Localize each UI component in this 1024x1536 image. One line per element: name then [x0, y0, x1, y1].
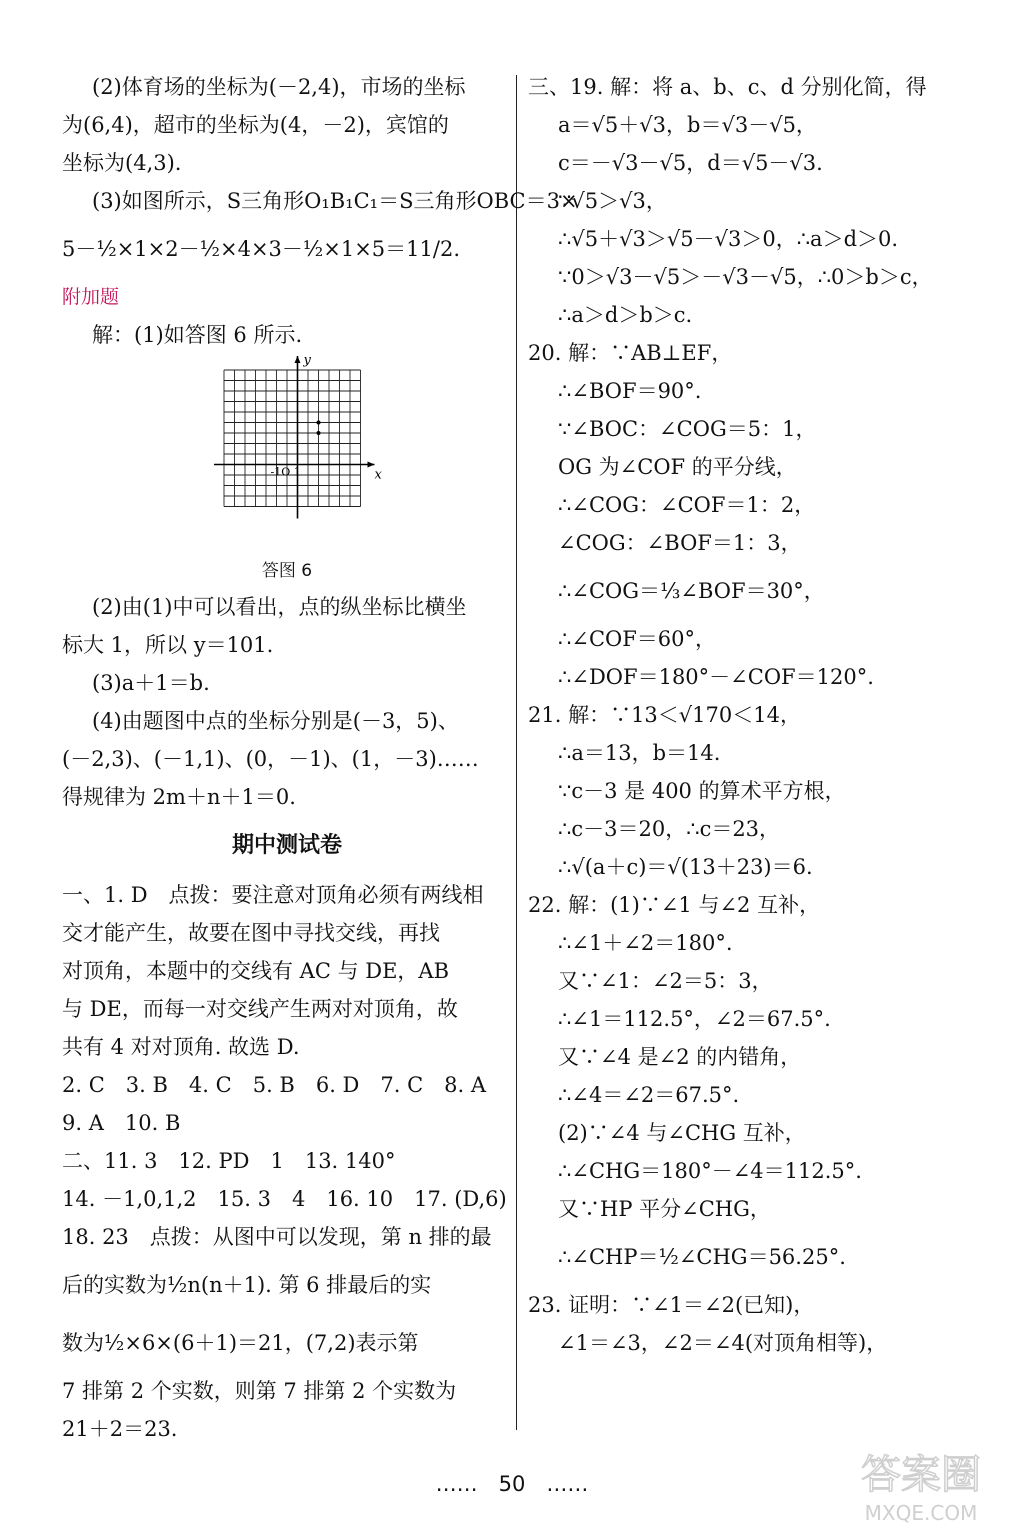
y-axis-arrow	[295, 356, 301, 363]
column-divider	[516, 75, 517, 1430]
text-line: 21. 解：∵13＜√170＜14，	[528, 703, 801, 727]
text-line: c＝－√3－√5，d＝√5－√3.	[558, 151, 823, 175]
text-line: 二、11. 3 12. PD 1 13. 140°	[62, 1149, 396, 1173]
figure-container	[62, 354, 512, 554]
plot-point	[317, 431, 321, 435]
text-line: ∴∠CHP＝½∠CHG＝56.25°.	[558, 1245, 846, 1269]
section-title: 期中测试卷	[231, 833, 342, 858]
text-line: ∴∠COG＝⅓∠BOF＝30°，	[558, 579, 825, 603]
text-line: (2)由(1)中可以看出，点的纵坐标比横坐	[92, 595, 467, 619]
text-line: ∵∠BOC：∠COG＝5：1，	[558, 417, 817, 441]
text-line: ∴a＝13，b＝14.	[558, 741, 721, 765]
text-line: ∴∠COG：∠COF＝1：2，	[558, 493, 816, 517]
text-line: 18. 23 点拨：从图中可以发现，第 n 排的最	[62, 1225, 492, 1249]
text-line: 数为½×6×(6＋1)＝21，(7,2)表示第	[62, 1331, 419, 1355]
text-line: ∴c－3＝20，∴c＝23，	[558, 817, 781, 841]
text-line: ∴∠COF＝60°，	[558, 627, 717, 651]
text-line: ∴∠1＝112.5°，∠2＝67.5°.	[558, 1007, 831, 1031]
text-line: ∠1＝∠3，∠2＝∠4(对顶角相等)，	[558, 1331, 888, 1355]
text-line: ∵0＞√3－√5＞－√3－√5，∴0＞b＞c，	[558, 265, 933, 289]
text-line: ∴∠4＝∠2＝67.5°.	[558, 1083, 740, 1107]
text-line: 22. 解：(1)∵∠1 与∠2 互补，	[528, 893, 821, 917]
text-line: (3)如图所示，S三角形O₁B₁C₁＝S三角形OBC＝3×	[92, 189, 578, 213]
text-line: 又∵∠4 是∠2 的内错角，	[558, 1045, 802, 1069]
text-line: 21＋2＝23.	[62, 1417, 178, 1441]
text-line: (2)体育场的坐标为(－2,4)，市场的坐标	[92, 75, 466, 99]
text-line: 一、1. D 点拨：要注意对顶角必须有两线相	[62, 883, 484, 907]
text-line: 5－½×1×2－½×4×3－½×1×5＝11/2.	[62, 237, 460, 261]
text-line: ∴∠1＋∠2＝180°.	[558, 931, 733, 955]
watermark-text: 答案圈	[861, 1452, 981, 1498]
text-line: (－2,3)、(－1,1)、(0，－1)、(1，－3)……	[62, 747, 479, 771]
text-line: 20. 解：∵AB⊥EF，	[528, 341, 733, 365]
text-line: ∴√(a＋c)＝√(13＋23)＝6.	[558, 855, 813, 879]
text-line: 后的实数为½n(n＋1). 第 6 排最后的实	[62, 1273, 432, 1297]
text-line: ∵√5＞√3，	[558, 189, 667, 213]
text-line: (2)∵∠4 与∠CHG 互补，	[558, 1121, 806, 1145]
text-line: (4)由题图中点的坐标分别是(－3，5)、	[92, 709, 459, 733]
figure-caption: 答图 6	[261, 561, 313, 581]
text-line: ∴a＞d＞b＞c.	[558, 303, 693, 327]
text-line: a＝√5＋√3，b＝√3－√5，	[558, 113, 817, 137]
text-line: 共有 4 对对顶角. 故选 D.	[62, 1035, 300, 1059]
plot-point	[317, 421, 321, 425]
text-line: 解：(1)如答图 6 所示.	[92, 323, 303, 347]
left-column	[62, 68, 578, 1448]
page-number: …… 50 ……	[435, 1472, 589, 1496]
text-line: ∴∠CHG＝180°－∠4＝112.5°.	[558, 1159, 862, 1183]
text-line: 对顶角，本题中的交线有 AC 与 DE，AB	[62, 959, 450, 983]
text-line: 14. －1,0,1,2 15. 3 4 16. 10 17. (D,6)	[62, 1187, 507, 1211]
text-line: 2. C 3. B 4. C 5. B 6. D 7. C 8. A	[62, 1073, 487, 1097]
text-line: ∴∠BOF＝90°.	[558, 379, 702, 403]
text-line: 三、19. 解：将 a、b、c、d 分别化简，得	[528, 75, 927, 99]
watermark-url: MXQE.COM	[864, 1501, 978, 1525]
text-line: 为(6,4)，超市的坐标为(4，－2)，宾馆的	[62, 113, 449, 137]
text-line: OG 为∠COF 的平分线，	[558, 455, 797, 479]
text-line: 7 排第 2 个实数，则第 7 排第 2 个实数为	[62, 1379, 457, 1403]
section-heading: 附加题	[62, 286, 120, 308]
text-line: ∵c－3 是 400 的算术平方根，	[558, 779, 846, 803]
x-axis-label: x	[374, 467, 382, 483]
text-line: 9. A 10. B	[62, 1111, 181, 1135]
x-axis-arrow	[368, 462, 375, 468]
text-line: (3)a＋1＝b.	[92, 671, 210, 695]
text-line: 又∵HP 平分∠CHG，	[558, 1197, 771, 1221]
y-axis-label: y	[303, 354, 311, 368]
text-line: ∴∠DOF＝180°－∠COF＝120°.	[558, 665, 874, 689]
text-line: 得规律为 2m＋n＋1＝0.	[62, 785, 296, 809]
text-line: ∠COG：∠BOF＝1：3，	[558, 531, 802, 555]
watermark-logo	[836, 1440, 1006, 1530]
text-line: 又∵∠1：∠2＝5：3，	[558, 969, 773, 993]
text-line: 标大 1，所以 y＝101.	[62, 633, 274, 657]
text-line: 坐标为(4,3).	[62, 151, 182, 175]
text-line: 交才能产生，故要在图中寻找交线，再找	[62, 921, 440, 945]
right-column	[528, 68, 988, 1362]
text-line: ∴√5＋√3＞√5－√3＞0，∴a＞d＞0.	[558, 227, 899, 251]
text-line: 与 DE，而每一对交线产生两对对顶角，故	[62, 997, 458, 1021]
text-line: 23. 证明：∵∠1＝∠2(已知)，	[528, 1293, 815, 1317]
coordinate-grid-figure	[62, 354, 512, 554]
axis-tick-labels: -1O 1	[270, 465, 301, 479]
